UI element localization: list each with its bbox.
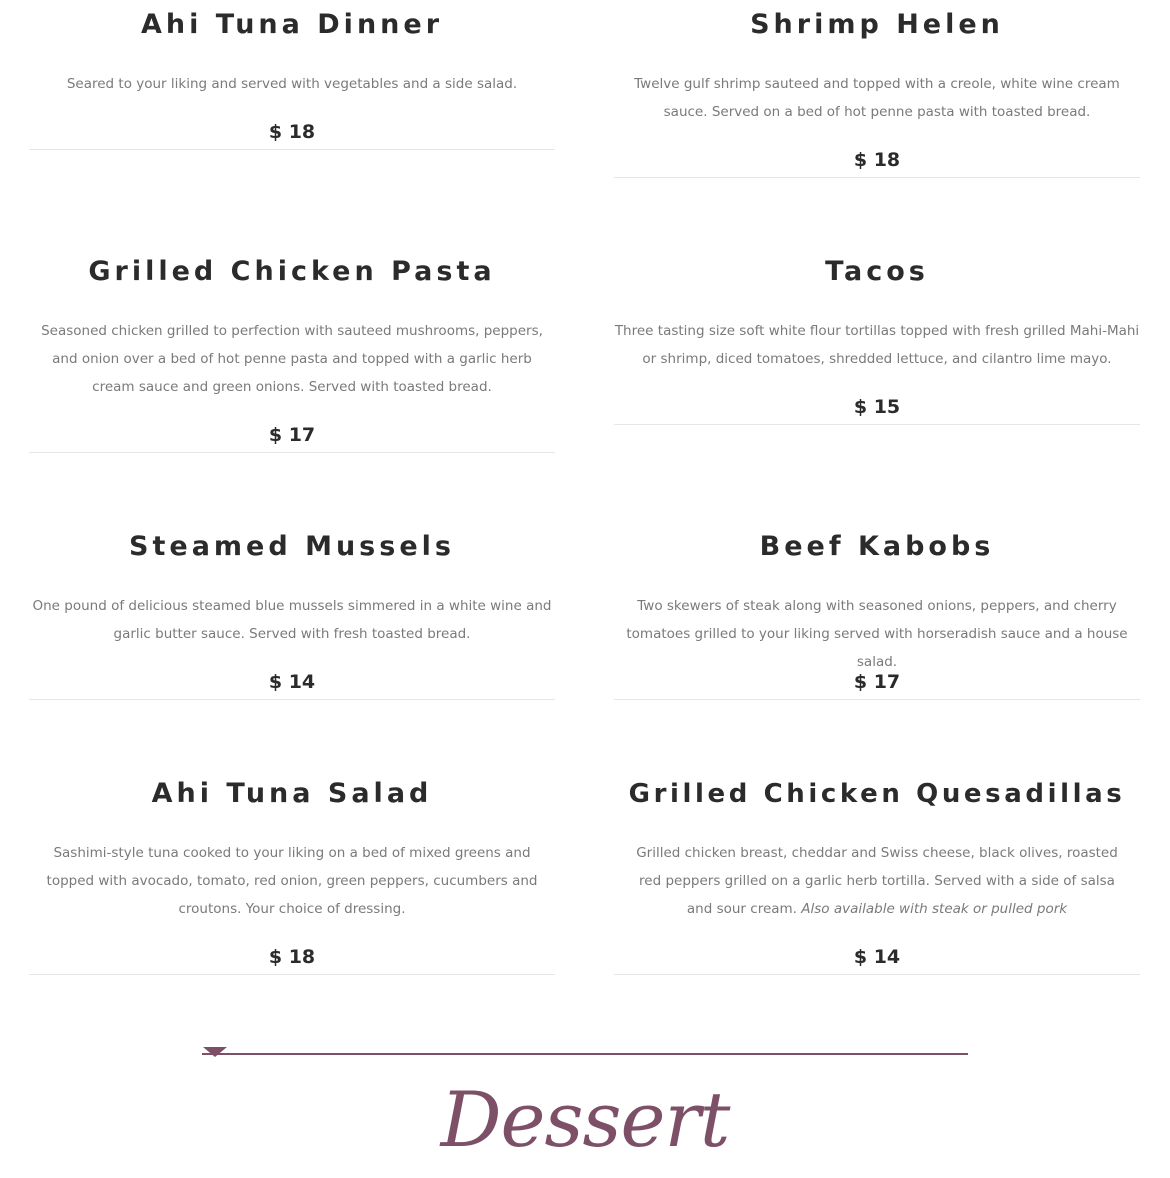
menu-item-steamed-mussels	[29, 522, 555, 700]
section-divider-arrow-icon	[203, 1047, 227, 1057]
menu-item-title: Tacos	[825, 256, 929, 287]
menu-item-title: Grilled Chicken Pasta	[88, 256, 496, 287]
menu-item-price: $ 17	[268, 424, 316, 446]
section-divider-line	[202, 1053, 968, 1055]
menu-item-grilled-chicken-pasta	[29, 247, 555, 453]
menu-item-tacos	[614, 247, 1140, 425]
menu-item-price: $ 15	[853, 396, 901, 418]
menu-item-description: Three tasting size soft white flour tortillas topped with fresh grilled Mahi-Mahi or shrimp, diced tomatoes, shredded lettuce, and cilantro lime mayo.	[614, 323, 1140, 367]
menu-item-divider	[614, 177, 1140, 178]
menu-item-divider	[29, 149, 555, 150]
menu-item-description-note: Also available with steak or pulled pork	[801, 901, 1068, 917]
menu-item-description: One pound of delicious steamed blue mussels simmered in a white wine and garlic butter sauce. Served with fresh toasted bread.	[32, 598, 552, 642]
menu-item-price: $ 18	[268, 121, 316, 143]
menu-item-ahi-tuna-dinner	[29, 0, 555, 150]
menu-item-price: $ 14	[268, 671, 316, 693]
menu-item-title: Ahi Tuna Salad	[151, 778, 433, 809]
menu-item-divider	[614, 699, 1140, 700]
menu-item-price: $ 18	[853, 149, 901, 171]
menu-item-price: $ 17	[853, 671, 901, 693]
menu-item-title: Shrimp Helen	[750, 9, 1004, 40]
menu-item-divider	[29, 974, 555, 975]
menu-item-description: Seasoned chicken grilled to perfection with sauteed mushrooms, peppers, and onion over a bed of hot penne pasta and topped with a garlic herb cream sauce and green onions. Served with toasted bread.	[41, 323, 543, 395]
menu-item-description	[614, 839, 1140, 923]
menu-item-divider	[29, 452, 555, 453]
menu-item-divider	[29, 699, 555, 700]
section-heading-dessert: Dessert	[440, 1075, 730, 1164]
menu-item-title: Beef Kabobs	[759, 531, 995, 562]
menu-item-title: Grilled Chicken Quesadillas	[628, 779, 1126, 809]
menu-item-title: Steamed Mussels	[129, 531, 455, 562]
menu-item-title: Ahi Tuna Dinner	[140, 9, 444, 40]
menu-item-description-text: Grilled chicken breast, cheddar and Swiss cheese, black olives, roasted red peppers grilled on a garlic herb tortilla. Served with a side of salsa and sour cream.	[636, 845, 1118, 917]
menu-item-grilled-chicken-quesadillas	[614, 769, 1140, 975]
menu-item-shrimp-helen	[614, 0, 1140, 178]
menu-item-price: $ 14	[853, 946, 901, 968]
menu-item-ahi-tuna-salad	[29, 769, 555, 975]
menu-item-description: Twelve gulf shrimp sauteed and topped with a creole, white wine cream sauce. Served on a bed of hot penne pasta with toasted bread.	[634, 76, 1120, 120]
menu-item-description: Seared to your liking and served with vegetables and a side salad.	[66, 76, 518, 92]
menu-item-divider	[614, 424, 1140, 425]
menu-item-description: Sashimi-style tuna cooked to your liking on a bed of mixed greens and topped with avocado, tomato, red onion, green peppers, cucumbers and croutons. Your choice of dressing.	[46, 845, 538, 917]
menu-item-beef-kabobs	[614, 522, 1140, 700]
menu-item-price: $ 18	[268, 946, 316, 968]
menu-item-divider	[614, 974, 1140, 975]
menu-item-description: Two skewers of steak along with seasoned onions, peppers, and cherry tomatoes grilled to your liking served with horseradish sauce and a house salad.	[626, 598, 1128, 670]
